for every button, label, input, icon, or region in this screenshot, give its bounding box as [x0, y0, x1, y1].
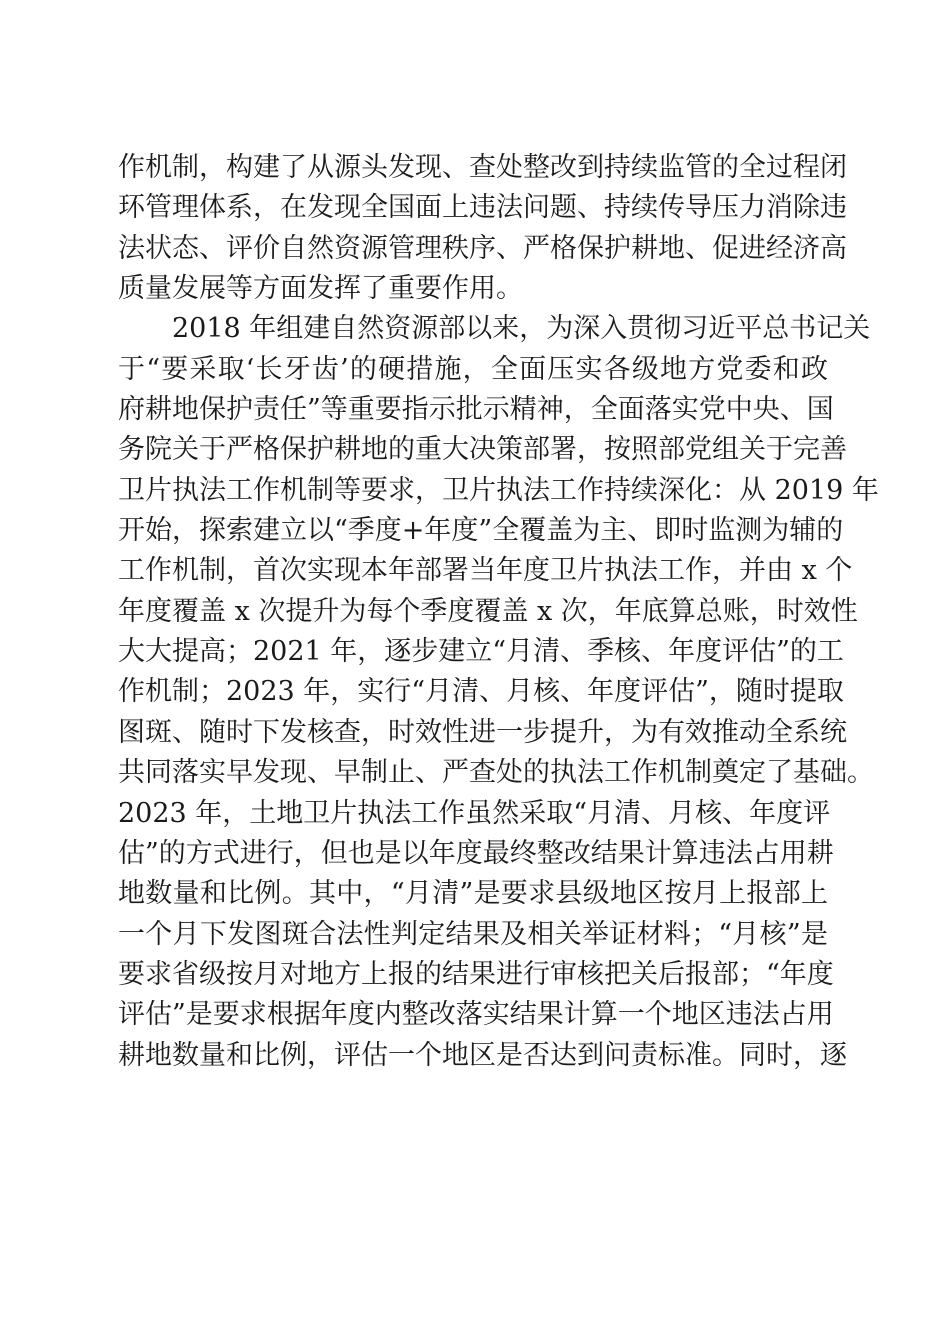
text-line: 评估”是要求根据年度内整改落实结果计算一个地区违法占用 — [118, 999, 834, 1031]
text-line: 环管理体系，在发现全国面上违法问题、持续传导压力消除违 — [118, 192, 847, 224]
text-line: 工作机制，首次实现本年部署当年度卫片执法工作，并由 x 个 — [118, 555, 853, 587]
text-line: 共同落实早发现、早制止、严查处的执法工作机制奠定了基础。 — [118, 757, 874, 789]
text-line: 估”的方式进行，但也是以年度最终整改结果计算违法占用耕 — [118, 837, 834, 869]
text-line: 年度覆盖 x 次提升为每个季度覆盖 x 次，年底算总账，时效性 — [118, 595, 858, 627]
text-line: 图斑、随时下发核查，时效性进一步提升，为有效推动全系统 — [118, 716, 847, 748]
text-line: 2023 年，土地卫片执法工作虽然采取“月清、月核、年度评 — [118, 797, 831, 829]
text-line: 作机制，构建了从源头发现、查处整改到持续监管的全过程闭 — [118, 152, 847, 183]
text-line: 作机制；2023 年，实行“月清、月核、年度评估”，随时提取 — [118, 676, 844, 708]
text-line: 卫片执法工作机制等要求，卫片执法工作持续深化：从 2019 年 — [118, 474, 879, 506]
paragraph — [118, 148, 847, 309]
text-line: 府耕地保护责任”等重要指示批示精神，全面落实党中央、国 — [118, 394, 834, 426]
text-line: 地数量和比例。其中，“月清”是要求县级地区按月上报部上 — [118, 878, 828, 910]
text-line: 大大提高；2021 年，逐步建立“月清、季核、年度评估”的工 — [118, 636, 844, 668]
text-line: 质量发展等方面发挥了重要作用。 — [118, 273, 523, 305]
text-line: 耕地数量和比例，评估一个地区是否达到问责标准。同时，逐 — [118, 1039, 847, 1071]
text-line: 于“要采取‘长牙齿’的硬措施，全面压实各级地方党委和政 — [118, 353, 828, 385]
text-line: 2018 年组建自然资源部以来，为深入贯彻习近平总书记关 — [172, 313, 871, 345]
text-line: 要求省级按月对地方上报的结果进行审核把关后报部；“年度 — [118, 958, 834, 990]
body-text — [118, 148, 879, 1076]
text-line: 务院关于严格保护耕地的重大决策部署，按照部党组关于完善 — [118, 434, 847, 466]
text-line: 法状态、评价自然资源管理秩序、严格保护耕地、促进经济高 — [118, 232, 847, 264]
paragraph — [118, 309, 879, 1076]
text-line: 开始，探索建立以“季度+年度”全覆盖为主、即时监测为辅的 — [118, 515, 844, 547]
text-line: 一个月下发图斑合法性判定结果及相关举证材料；“月核”是 — [118, 918, 828, 950]
